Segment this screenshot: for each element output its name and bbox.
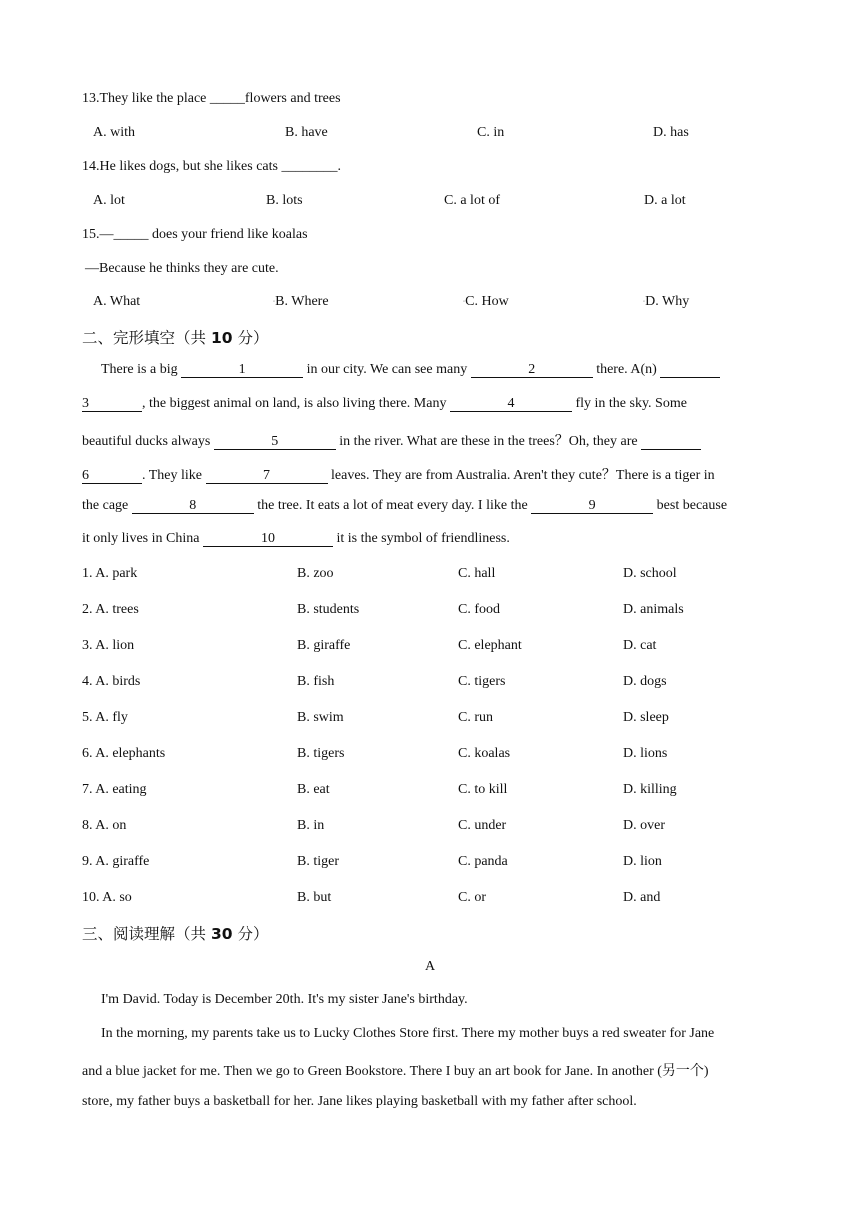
blank-8: 8 [132,499,254,514]
passage-text: leaves. They are from Australia. Aren't they cute？There is a tiger in [327,468,715,483]
section-2-heading [82,326,268,348]
heading-suffix: 分） [232,329,269,347]
cloze-5-option-b: B. swim [297,710,344,725]
cloze-4-option-d: D. dogs [623,674,667,689]
cloze-line-2 [82,396,687,412]
question-13-option-d: D. has [653,125,689,140]
heading-score: 30 [210,925,233,943]
cloze-9-option-b: B. tiger [297,854,339,869]
blank-3-start [660,363,720,378]
blank-7: 7 [206,469,328,484]
heading-suffix: 分） [232,925,269,943]
cloze-5-option-d: D. sleep [623,710,669,725]
question-15-option-b: ◦B. Where [273,294,329,309]
question-15-option-d: ◦D. Why [643,294,690,309]
question-15-option-a: A. What [93,294,141,309]
option-label: B. Where [275,294,329,309]
cloze-2-option-c: C. food [458,602,500,617]
cloze-7-option-c: C. to kill [458,782,508,797]
reading-line-1: I'm David. Today is December 20th. It's my sister Jane's birthday. [101,992,468,1007]
cloze-6-option-b: B. tigers [297,746,345,761]
question-14-option-c: C. a lot of [444,193,500,208]
blank-4: 4 [450,397,572,412]
passage-text: There is a big [101,362,182,377]
blank-6: 6 [82,469,142,484]
passage-text: . They like [142,468,206,483]
question-14-option-b: B. lots [266,193,303,208]
blank-9: 9 [531,499,653,514]
passage-text: it only lives in China [82,531,203,546]
cloze-2-option-b: B. students [297,602,360,617]
question-15-stem: 15.—_____ does your friend like koalas [82,227,308,242]
cloze-5-option-c: C. run [458,710,493,725]
question-13-stem: 13.They like the place _____flowers and trees [82,91,341,106]
passage-text: it is the symbol of friendliness. [332,531,510,546]
cloze-line-5 [82,498,727,514]
cloze-10-option-b: B. but [297,890,332,905]
cloze-1-option-c: C. hall [458,566,496,581]
cloze-8-option-b: B. in [297,818,325,833]
reading-line-3: and a blue jacket for me. Then we go to Green Bookstore. There I buy an art book for Jane. In another (另一个) [82,1064,709,1079]
passage-text: in the river. What are these in the trees？Oh, they are [335,434,642,449]
cloze-7-option-d: D. killing [623,782,677,797]
heading-score: 10 [210,329,233,347]
cloze-4-option-a: 4. A. birds [82,674,141,689]
cloze-9-option-a: 9. A. giraffe [82,854,150,869]
cloze-5-option-a: 5. A. fly [82,710,128,725]
passage-text: best because [653,498,728,513]
cloze-10-option-a: 10. A. so [82,890,132,905]
passage-text: fly in the sky. Some [571,396,687,411]
cloze-8-option-d: D. over [623,818,665,833]
cloze-7-option-b: B. eat [297,782,330,797]
cloze-10-option-c: C. or [458,890,486,905]
passage-text: beautiful ducks always [82,434,214,449]
section-3-heading [82,922,268,944]
question-13-option-b: B. have [285,125,328,140]
cloze-1-option-d: D. school [623,566,677,581]
question-14-option-d: D. a lot [644,193,686,208]
cloze-6-option-d: D. lions [623,746,668,761]
question-15-stem-reply: —Because he thinks they are cute. [85,261,279,276]
reading-line-2: In the morning, my parents take us to Lucky Clothes Store first. There my mother buys a red sweater for Jane [101,1026,715,1041]
cloze-4-option-b: B. fish [297,674,335,689]
question-13-option-a: A. with [93,125,135,140]
blank-1: 1 [181,363,303,378]
cloze-3-option-a: 3. A. lion [82,638,135,653]
cloze-10-option-d: D. and [623,890,661,905]
heading-prefix: 三、阅读理解（共 [82,925,211,943]
reading-line-4: store, my father buys a basketball for her. Jane likes playing basketball with my father after school. [82,1094,637,1109]
cloze-line-6 [82,531,510,547]
cloze-9-option-d: D. lion [623,854,662,869]
cloze-7-option-a: 7. A. eating [82,782,147,797]
cloze-3-option-d: D. cat [623,638,657,653]
cloze-2-option-a: 2. A. trees [82,602,139,617]
question-14-option-a: A. lot [93,193,125,208]
blank-3: 3 [82,397,142,412]
cloze-6-option-c: C. koalas [458,746,511,761]
cloze-line-4 [82,464,715,484]
passage-label: A [424,959,436,974]
passage-text: the tree. It eats a lot of meat every day. I like the [253,498,532,513]
cloze-2-option-d: D. animals [623,602,684,617]
passage-text: the cage [82,498,132,513]
cloze-9-option-c: C. panda [458,854,508,869]
cloze-6-option-a: 6. A. elephants [82,746,166,761]
cloze-8-option-c: C. under [458,818,507,833]
cloze-4-option-c: C. tigers [458,674,506,689]
question-14-stem: 14.He likes dogs, but she likes cats ________. [82,159,341,174]
blank-5: 5 [214,435,336,450]
cloze-3-option-b: B. giraffe [297,638,351,653]
option-label: C. How [465,294,509,309]
blank-6-start [641,435,701,450]
passage-text: in our city. We can see many [303,362,471,377]
blank-10: 10 [203,532,333,547]
cloze-8-option-a: 8. A. on [82,818,127,833]
question-15-option-c: ◦C. How [463,294,509,309]
passage-text: there. A(n) [592,362,661,377]
question-13-option-c: C. in [477,125,505,140]
cloze-line-3 [82,430,701,450]
cloze-1-option-b: B. zoo [297,566,334,581]
blank-2: 2 [471,363,593,378]
cloze-1-option-a: 1. A. park [82,566,138,581]
passage-text: , the biggest animal on land, is also living there. Many [142,396,450,411]
option-label: D. Why [645,294,690,309]
cloze-3-option-c: C. elephant [458,638,522,653]
cloze-line-1 [101,362,720,378]
heading-prefix: 二、完形填空（共 [82,329,211,347]
